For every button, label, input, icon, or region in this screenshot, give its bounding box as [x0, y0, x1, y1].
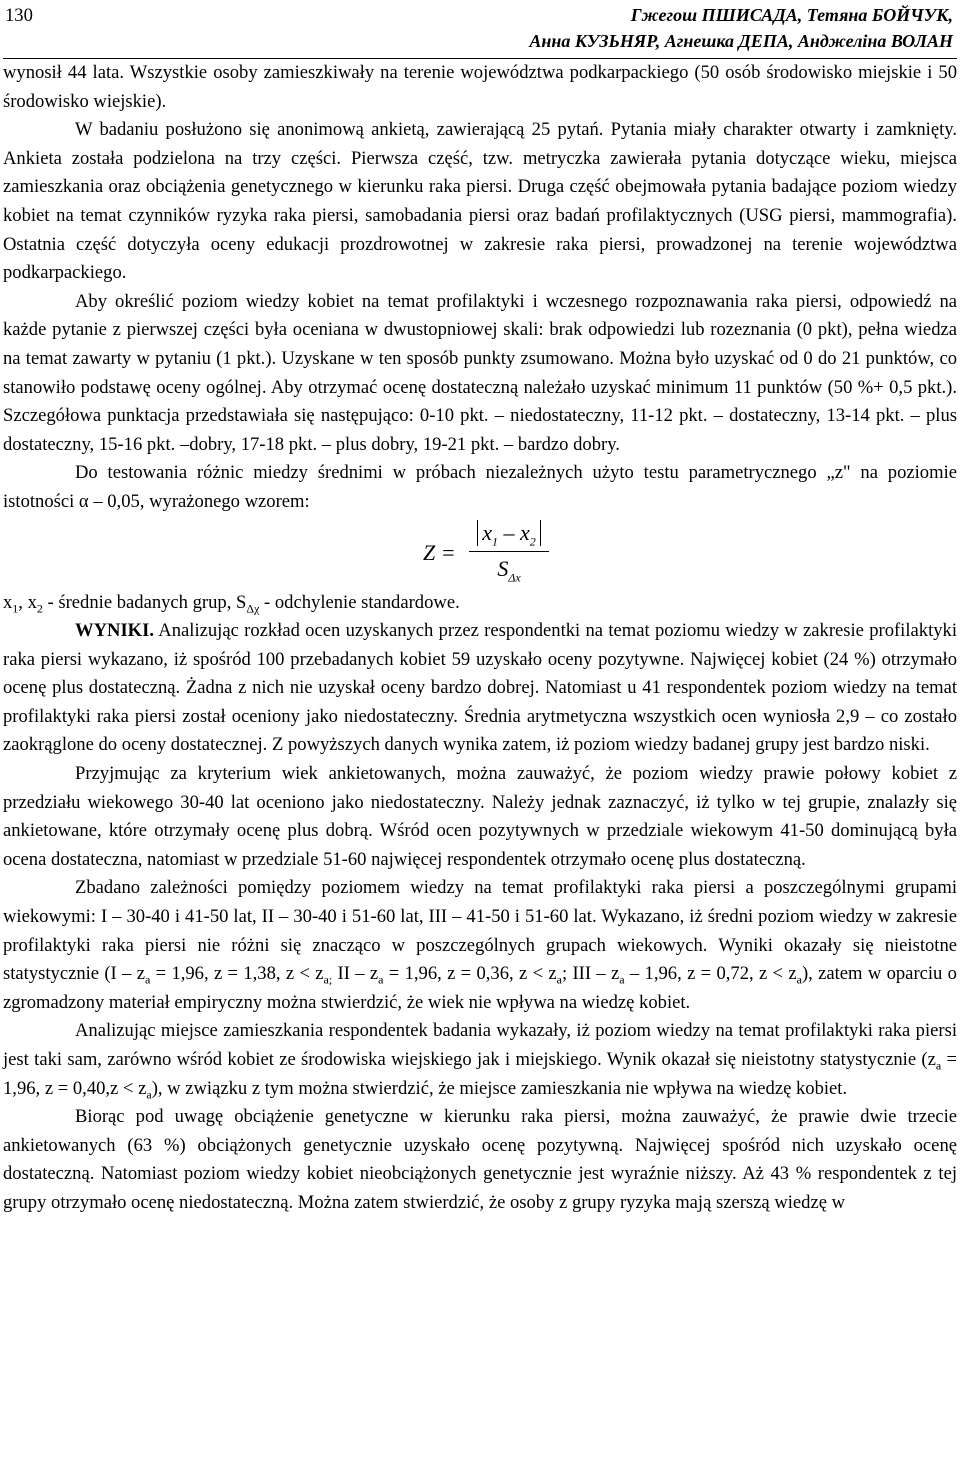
paragraph-test: Do testowania różnic miedzy średnimi w próbach niezależnych użyto testu parametrycznego „z" na poziomie istotności α – 0,05, wyrażonego wzorem:	[3, 462, 957, 512]
results-paragraph-1: WYNIKI. Analizując rozkład ocen uzyskanych przez respondentki na temat poziomu wiedzy w zakresie profilaktyki raka piersi wykazano, iż spośród 100 przebadanych kobiet 59 uzyskało oceny pozytywne. Najwięcej kobiet (24 %) otrzymało ocenę plus dostateczną. Żadna z nich nie uzyskał oceny bardzo dobrej. Natomiast u 41 respondentek poziom wiedzy na temat profilaktyki raka piersi został oceniony jako niedostateczny. Średnia arytmetyczna wszystkich ocen wyniosła 2,9 – co zostało zaokrąglone do oceny dostatecznej. Z powyższych danych wynika zatem, iż poziom wiedzy badanej grupy jest bardzo niski.	[3, 620, 957, 756]
formula-legend: $x_1$, $x_2$ - średnie badanych grup, $S_{\Delta\chi}$ - odchylenie standardowe.	[3, 591, 460, 616]
paragraph-survey: W badaniu posłużono się anonimową ankietą, zawierającą 25 pytań. Pytania miały charakter otwarty i zamknięty. Ankieta została podzielona na trzy części. Pierwsza część, tzw. metryczka zawierała pytania dotyczące wieku, miejsca zamieszkania oraz obciążenia genetycznego w kierunku raka piersi. Druga część obejmowała pytania badające poziom wiedzy kobiet na temat czynników ryzyka raka piersi, samobadania piersi oraz badań profilaktycznych (USG piersi, mammografia). Ostatnia część dotyczyła oceny edukacji prozdrowotnej w zakresie raka piersi, prowadzonej na terenie województwa podkarpackiego.	[3, 119, 957, 284]
paragraph-scoring: Aby określić poziom wiedzy kobiet na temat profilaktyki i wczesnego rozpoznawania raka piersi, odpowiedź na każde pytanie z pierwszej części była oceniana w dwustopniowej skali: brak odpowiedzi lub rozeznania (0 pkt), pełna wiedza na temat zawarty w pytaniu (1 pkt.). Uzyskane w ten sposób punkty zsumowano. Można było uzyskać od 0 do 21 punktów, co stanowiło podstawę oceny ogólnej. Aby otrzymać ocenę dostateczną należało uzyskać minimum 11 punktów (50 %+ 0,5 pkt.). Szczegółowa punktacja przedstawiała się następująco: 0-10 pkt. – niedostateczny, 11-12 pkt. – dostateczny, 13-14 pkt. – plus dostateczny, 15-16 pkt. –dobry, 17-18 pkt. – plus dobry, 19-21 pkt. – bardzo dobry.	[3, 290, 957, 455]
results-paragraph-4: Analizując miejsce zamieszkania respondentek badania wykazały, iż poziom wiedzy na temat profilaktyki raka piersi jest taki sam, zarówno wśród kobiet ze środowiska wiejskiego jak i miejskiego. Wynik okazał się nieistotny statystycznie ($z_a = 1,96$, $z = 0,40,z < z_a$), w związku z tym można stwierdzić, że miejsce zamieszkania nie wpływa na wiedzę kobiet.	[3, 1020, 957, 1102]
results-paragraph-3: Zbadano zależności pomiędzy poziomem wiedzy na temat profilaktyki raka piersi a poszczególnymi grupami wiekowymi: I – 30-40 i 41-50 lat, II – 30-40 i 51-60 lat, III – 41-50 i 51-60 lat. Wykazano, iż średni poziom wiedzy w zakresie profilaktyki raka piersi nie różni się znacząco w poszczególnych grupach wiekowych. Wyniki okazały się nieistotne statystycznie ($I - z_a = 1,96$, z = 1,38, $z < z_{a;}$ II – $z_a = 1,96$, z = 0,36, $z < z_a$; III – $z_a - 1,96$, z = 0,72, $z < z_a$), zatem w oparciu o zgromadzony materiał empiryczny można stwierdzić, że wiek nie wpływa na wiedzę kobiet.	[3, 877, 957, 1013]
paragraph-continued: wynosił 44 lata. Wszystkie osoby zamieszkiwały na terenie województwa podkarpackiego (50 osób środowisko miejskie i 50 środowisko wiejskie).	[3, 62, 957, 112]
authors-line-2: Анна КУЗЬНЯР, Агнешка ДЕПА, Анджеліна ВОЛАН	[529, 31, 953, 51]
authors-line-1: Гжегош ПШИСАДА, Тетяна БОЙЧУК,	[630, 5, 953, 25]
results-paragraph-5: Biorąc pod uwagę obciążenie genetyczne w kierunku raka piersi, można zauważyć, że prawie dwie trzecie ankietowanych (63 %) obciążonych genetycznie uzyskało ocenę pozytywną. Najwięcej spośród nich uzyskało ocenę dostateczną. Natomiast poziom wiedzy kobiet nieobciążonych genetycznie jest wyraźnie niższy. Aż 43 % respondentek z tej grupy otrzymało ocenę niedostateczną. Można zatem stwierdzić, że osoby z grupy ryzyka mają szerszą wiedzę w	[3, 1106, 957, 1213]
running-header	[3, 0, 957, 59]
formula-numerator: $x_1 - x_2$	[477, 520, 541, 546]
formula-denominator: $S_{\Delta x}$	[497, 556, 521, 585]
results-heading: WYNIKI.	[75, 620, 155, 642]
page-number: 130	[5, 5, 33, 26]
formula-lhs: Z =	[423, 539, 456, 565]
fraction-bar	[469, 551, 549, 552]
results-paragraph-2: Przyjmując za kryterium wiek ankietowanych, można zauważyć, że poziom wiedzy prawie połowy kobiet z przedziału wiekowego 30-40 lat oceniono jako niedostateczny. Należy jednak zaznaczyć, iż tylko w tej grupie, znalazły się ankietowane, które otrzymały ocenę plus dobrą. Wśród ocen pozytywnych w przedziale wiekowym 41-50 dominującą była ocena dostateczna, natomiast w przedziale 51-60 najwięcej respondentek otrzymało ocenę plus dostateczną.	[3, 763, 957, 870]
formula	[3, 519, 957, 589]
formula-fraction	[467, 519, 551, 583]
authors	[529, 2, 953, 54]
